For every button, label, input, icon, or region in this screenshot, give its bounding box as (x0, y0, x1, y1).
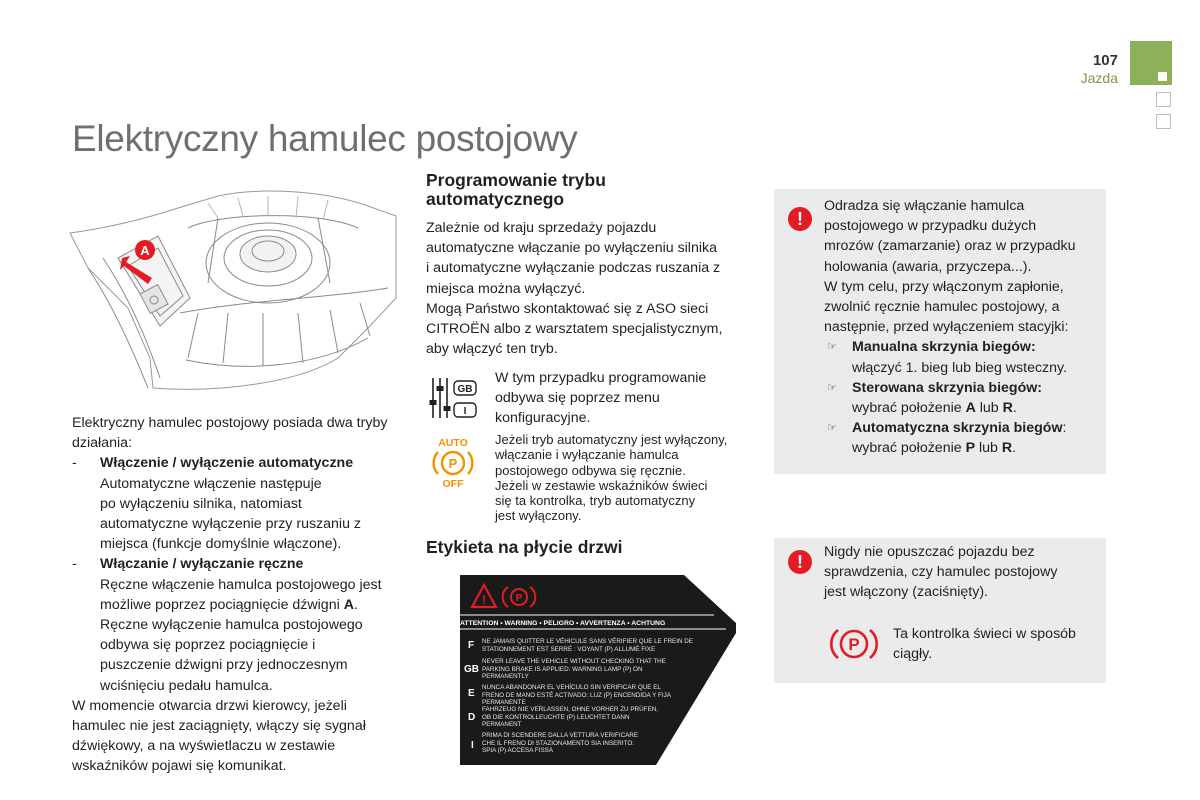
lang-code: F (468, 640, 475, 651)
outro-line: wskaźników pojawi się komunikat. (72, 758, 287, 775)
label-row: FAHRZEUG NIE VERLASSEN, OHNE VORHER ZU PRÜFEN, OB DIE KONTROLLEUCHTE (P) LEUCHTET DANN PERMANENT (482, 706, 658, 729)
mode-line: wciśnięciu pedału hamulca. (100, 677, 273, 694)
list-dash: - (72, 455, 77, 472)
chapter-tab-box (1156, 92, 1171, 107)
warning-text: Nigdy nie opuszczać pojazdu bez sprawdzenia, czy hamulec postojowy jest włączony (zaciśnięty). (824, 544, 1058, 601)
pointer-icon: ☞ (827, 341, 837, 354)
menu-config-icon (428, 376, 480, 420)
mode-line: puszczenie dźwigni przy jednoczesnym (100, 657, 348, 674)
label-row: NEVER LEAVE THE VEHICLE WITHOUT CHECKING THAT THE PARKING BRAKE IS APPLIED: WARNING LAMP (P) ON PERMANENTLY (482, 658, 666, 681)
label-row: NE JAMAIS QUITTER LE VÉHICULE SANS VÉRIFIER QUE LE FREIN DE STATIONNEMENT EST SERRÉ : VOYANT (P) ALLUMÉ FIXE (482, 638, 693, 653)
auto-p-off-icon (430, 436, 476, 488)
door-label-attention: ATTENTION • WARNING • PELIGRO • AVVERTENZA • ACHTUNG (460, 620, 666, 627)
warning-box-freezing (774, 189, 1106, 474)
i-label: I (463, 406, 467, 417)
parking-brake-lamp-icon (830, 624, 878, 664)
outro-line: dźwiękowy, a na wyświetlaczu w zestawie (72, 738, 336, 755)
callout-a-label: A (140, 243, 150, 258)
gearbox-bullet: ☞ Sterowana skrzynia biegów: wybrać położenie A lub R. (827, 379, 1043, 417)
left-text-block (72, 413, 402, 777)
pointer-icon: ☞ (827, 381, 837, 394)
mode-line: możliwe poprzez pociągnięcie dźwigni A. (100, 596, 358, 613)
warning-icon: ! (788, 207, 812, 231)
gb-label: GB (457, 384, 473, 395)
warning-text: Odradza się włączanie hamulca postojowego w przypadku dużych mrozów (zamarzanie) oraz w przypadku holowania (awaria, przyczepa...). W tym celu, przy włączonym zapłonie, zwolnić ręcznie hamulec postojowy, a następnie, przed wyłączeniem stacyjki: ☞ Manualna skrzynia biegów: włączyć 1. bieg lub bieg wsteczny. ☞ Sterowana skrzynia biegów: wybrać położenie A lub R. ☞ Automatyczna skrzynia biegów: wybrać położenie P lub R. (824, 196, 1099, 459)
lamp-p-symbol: P (848, 635, 860, 654)
mode-line: automatyczne wyłączenie przy ruszaniu z (100, 516, 362, 533)
mode-item (72, 453, 402, 554)
mode-heading: Włączanie / wyłączanie ręczne (100, 556, 304, 573)
mode-line: po wyłączeniu silnika, natomiast (100, 495, 302, 512)
intro-text: Elektryczny hamulec postojowy posiada dwa tryby działania: (72, 415, 388, 452)
lang-code: I (471, 740, 474, 751)
mode-line: Ręczne włączenie hamulca postojowego jest (100, 576, 382, 593)
menu-note: W tym przypadku programowanie odbywa się poprzez menu konfiguracyjne. (495, 370, 707, 427)
gearbox-bullet: ☞ Automatyczna skrzynia biegów: wybrać położenie P lub R. (827, 420, 1067, 457)
lever-ref: A (343, 596, 354, 613)
lang-code: D (468, 712, 476, 723)
label-row: PRIMA DI SCENDERE DALLA VETTURA VERIFICARE CHE IL FRENO DI STAZIONAMENTO SIA INSERITO: SPIA (P) ACCESA FISSA (482, 732, 639, 755)
svg-text:P: P (515, 593, 523, 604)
label-row: NUNCA ABANDONAR EL VEHÍCULO SIN VERIFICAR QUE EL FRENO DE MANO ESTÉ ACTIVADO: LUZ (P) ENCENDIDA Y FIJA PERMANENTE (482, 684, 671, 707)
lang-code: GB (464, 664, 479, 675)
page-title: Elektryczny hamulec postojowy (72, 118, 578, 159)
auto-label: AUTO (438, 437, 468, 449)
gearbox-bullet: ☞ Manualna skrzynia biegów: włączyć 1. bieg lub bieg wsteczny. (827, 339, 1068, 376)
list-dash: - (72, 556, 77, 573)
chapter-tab-box (1156, 114, 1171, 129)
svg-text:!: ! (482, 593, 486, 607)
door-label-heading: Etykieta na płycie drzwi (426, 537, 623, 557)
pointer-icon: ☞ (827, 422, 837, 435)
mode-line: miejsca (funkcje domyślnie włączone). (100, 536, 342, 553)
off-label: OFF (442, 478, 464, 488)
chapter-tab-marker (1158, 72, 1167, 81)
console-illustration (68, 188, 398, 393)
lang-code: E (468, 688, 475, 699)
mode-line: Automatyczne włączenie następuje (100, 475, 322, 492)
programming-heading: Programowanie trybu automatycznego (426, 170, 606, 209)
programming-text: Zależnie od kraju sprzedaży pojazdu automatyczne włączanie po wyłączeniu silnika i automatyczne wyłączanie podczas ruszania z miejsca można wyłączyć. Mogą Państwo skontaktować się z ASO sieci CITROËN albo z warsztatem specjalistycznym, aby włączyć ten tryb. (426, 220, 723, 358)
p-symbol: P (448, 456, 458, 471)
lamp-text: Ta kontrolka świeci w sposób ciągły. (893, 626, 1076, 663)
warning-icon: ! (788, 550, 812, 574)
auto-off-note: Jeżeli tryb automatyczny jest wyłączony, włączanie i wyłączanie hamulca postojowego odbywa się ręcznie. Jeżeli w zestawie wskaźników świeci się ta kontrolka, tryb automatyczny jest wyłączony. (495, 432, 728, 524)
mode-heading: Włączenie / wyłączenie automatyczne (100, 455, 354, 472)
section-name: Jazda (1080, 70, 1118, 86)
mode-line: Ręczne wyłączenie hamulca postojowego (100, 617, 363, 634)
mode-line: odbywa się poprzez pociągnięcie i (100, 637, 316, 654)
outro-line: hamulec nie jest zaciągnięty, włączy się sygnał (72, 718, 366, 735)
mode-item (72, 554, 402, 695)
page-number: 107 (1092, 52, 1118, 69)
outro-line: W momencie otwarcia drzwi kierowcy, jeżeli (72, 697, 347, 714)
